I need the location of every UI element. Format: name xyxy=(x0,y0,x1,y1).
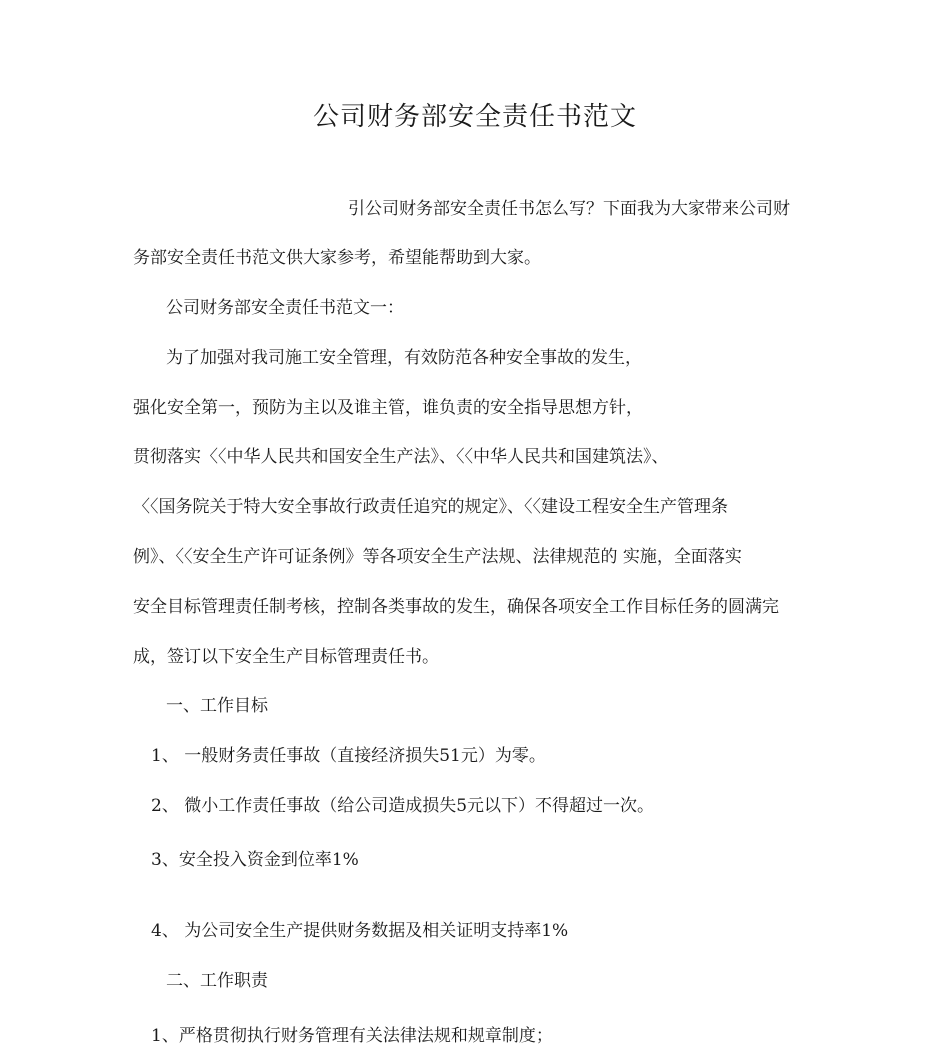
goal-4: 4、 为公司安全生产提供财务数据及相关证明支持率1% xyxy=(151,921,569,941)
document-title: 公司财务部安全责任书范文 xyxy=(312,102,637,132)
intro-line-1: 引公司财务部安全责任书怎么写？下面我为大家带来公司财 xyxy=(348,199,790,219)
body-line-6: 安全目标管理责任制考核，控制各类事故的发生，确保各项安全工作目标任务的圆满完 xyxy=(133,597,779,617)
section-1-heading: 一、工作目标 xyxy=(166,696,268,716)
section-2-heading: 二、工作职责 xyxy=(166,971,268,991)
goal-1: 1、 一般财务责任事故（直接经济损失51元）为零。 xyxy=(151,746,546,766)
intro-line-2: 务部安全责任书范文供大家参考，希望能帮助到大家。 xyxy=(133,248,541,268)
duty-1: 1、严格贯彻执行财务管理有关法律法规和规章制度； xyxy=(151,1026,553,1046)
sample-heading: 公司财务部安全责任书范文一： xyxy=(166,298,404,318)
body-line-7: 成，签订以下安全生产目标管理责任书。 xyxy=(133,647,439,667)
body-line-2: 强化安全第一，预防为主以及谁主管，谁负责的安全指导思想方针， xyxy=(133,398,643,418)
body-line-1: 为了加强对我司施工安全管理，有效防范各种安全事故的发生， xyxy=(166,348,642,368)
goal-3: 3、安全投入资金到位率1% xyxy=(151,850,359,870)
body-line-4: 〈〈国务院关于特大安全事故行政责任追究的规定》、〈〈建设工程安全生产管理条 xyxy=(133,497,728,517)
goal-2: 2、 微小工作责任事故（给公司造成损失5元以下）不得超过一次。 xyxy=(151,796,655,816)
body-line-5: 例》、〈〈安全生产许可证条例》等各项安全生产法规、法律规范的 实施，全面落实 xyxy=(133,547,742,567)
body-line-3: 贯彻落实〈〈中华人民共和国安全生产法》、〈〈中华人民共和国建筑法》、 xyxy=(133,447,669,467)
